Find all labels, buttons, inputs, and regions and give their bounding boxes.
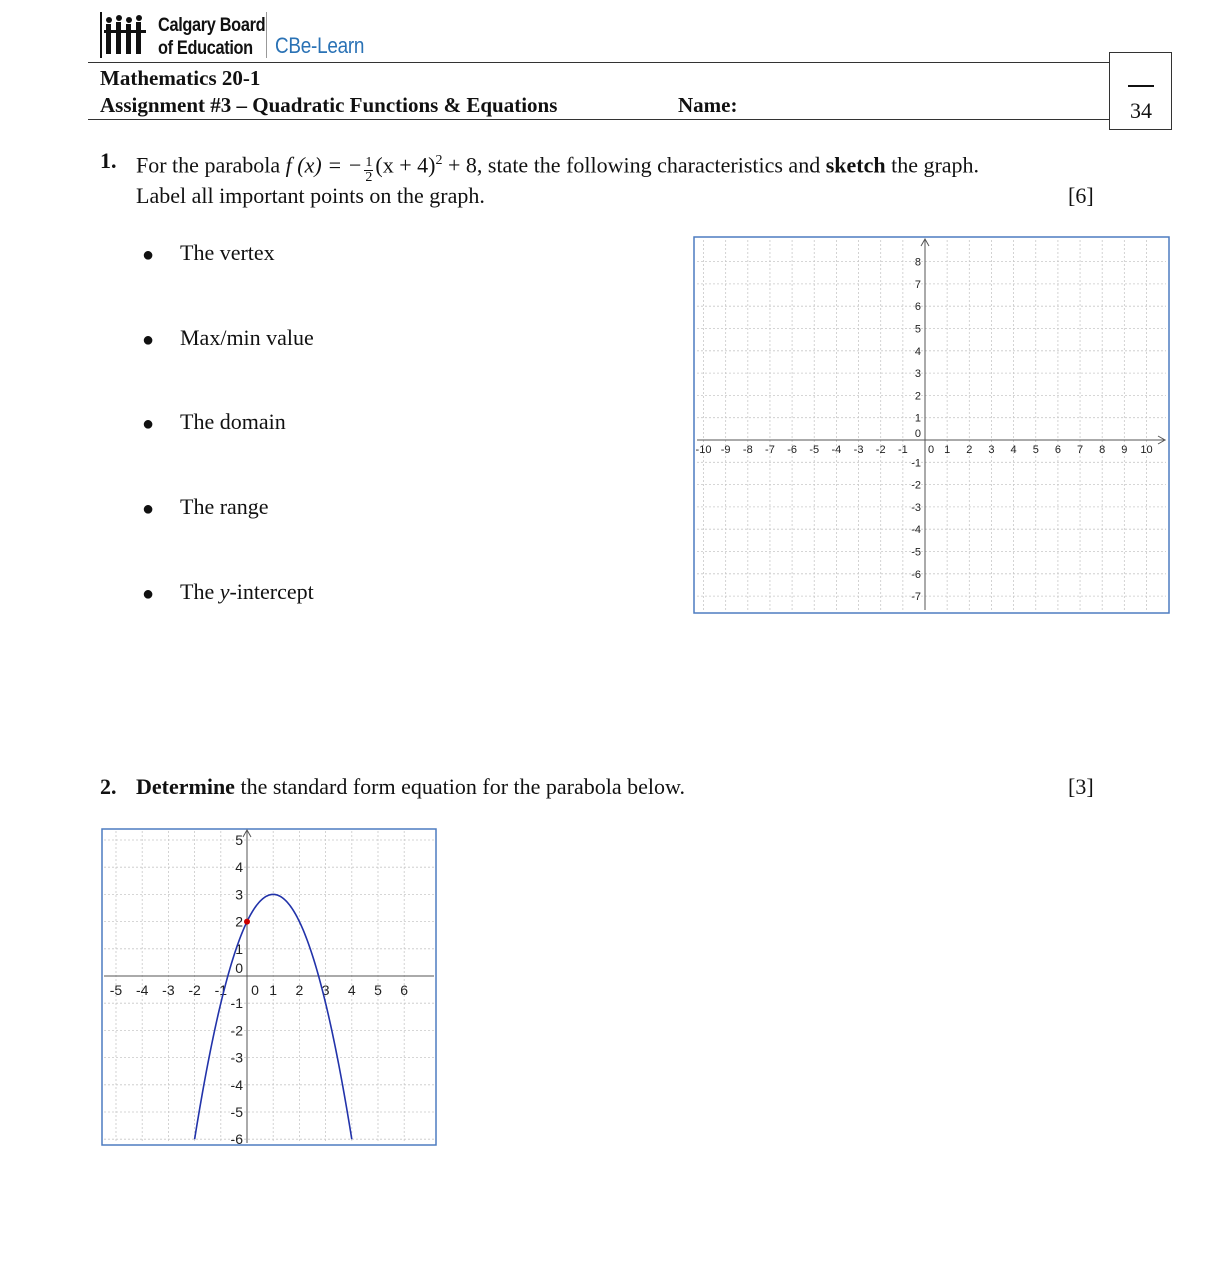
x-tick-label: -8 <box>742 444 753 456</box>
x-tick-label: 5 <box>1032 444 1039 456</box>
x-tick-label: -5 <box>109 982 123 998</box>
bullet-y-var: y <box>219 579 230 604</box>
y-tick-label: -7 <box>911 591 921 604</box>
course-title: Mathematics 20-1 <box>100 66 261 90</box>
bullet-y-intercept <box>180 579 314 605</box>
x-tick-label: 2 <box>295 982 304 998</box>
x-tick-label: 1 <box>269 982 278 998</box>
y-tick-label: -1 <box>230 995 243 1012</box>
x-tick-label: 8 <box>1099 444 1106 456</box>
q1-bold-word: sketch <box>825 152 886 178</box>
x-tick-label: -2 <box>875 444 886 456</box>
y-tick-label: 4 <box>235 859 243 876</box>
x-tick-label: 1 <box>944 444 951 456</box>
y-tick-label: -4 <box>230 1076 243 1093</box>
x-tick-label: 10 <box>1140 444 1153 456</box>
logo-divider <box>266 12 267 58</box>
y-tick-label: 1 <box>914 412 921 425</box>
y-tick-label: 4 <box>914 345 921 358</box>
y-tick-label: 0 <box>914 428 921 440</box>
q2-text-body: the standard form equation for the parabola below. <box>234 774 685 799</box>
question-1-text <box>136 147 979 185</box>
x-tick-label: -2 <box>188 982 201 998</box>
x-tick-label: -3 <box>162 982 175 998</box>
question-1-marks: [6] <box>1068 183 1094 208</box>
bullet-y-prefix: The <box>180 579 220 604</box>
y-tick-label: -1 <box>911 457 921 470</box>
x-tick-label: 9 <box>1121 444 1128 456</box>
x-tick-label: -3 <box>853 444 864 456</box>
y-tick-label: -3 <box>911 501 921 514</box>
x-tick-label: 4 <box>1010 444 1017 456</box>
y-tick-label: -6 <box>230 1131 243 1146</box>
x-tick-label: -1 <box>897 444 908 456</box>
y-tick-label: -4 <box>911 524 921 537</box>
bullet-y-suffix: -intercept <box>229 579 314 604</box>
name-label: Name: <box>678 93 738 117</box>
x-tick-label: -9 <box>720 444 731 456</box>
bullet-max-min: Max/min value <box>180 325 314 350</box>
q1-fraction <box>364 156 373 185</box>
x-tick-label: -4 <box>831 444 842 456</box>
bullet-domain: The domain <box>180 409 286 434</box>
x-tick-label: -10 <box>695 444 712 456</box>
question-2-marks: [3] <box>1068 774 1094 799</box>
x-tick-label: -7 <box>765 444 775 456</box>
y-tick-label: 3 <box>914 368 921 381</box>
org-name-line1: Calgary Board <box>158 15 266 36</box>
y-tick-label: 7 <box>914 278 921 291</box>
assignment-title: Assignment #3 – Quadratic Functions & Equations <box>100 93 558 117</box>
q1-fx: f (x) = − <box>285 152 363 178</box>
x-tick-label: 3 <box>321 982 330 998</box>
question-1-line2: Label all important points on the graph. <box>136 183 485 208</box>
q1-frac-den: 2 <box>365 170 373 186</box>
score-total: 34 <box>1130 98 1152 123</box>
y-tick-label: 6 <box>914 301 921 314</box>
question-2-text <box>136 773 685 801</box>
y-tick-label: -3 <box>230 1049 243 1066</box>
y-tick-label: 1 <box>235 940 243 957</box>
score-blank-line <box>1128 85 1154 87</box>
cbe-logo <box>100 12 154 58</box>
y-tick-label: 3 <box>235 886 243 903</box>
x-tick-label: 6 <box>400 982 409 998</box>
org-name-line2: of Education <box>158 38 253 59</box>
y-tick-label: 0 <box>235 960 243 976</box>
y-tick-label: -5 <box>911 546 921 559</box>
bullet-icon: ● <box>142 583 155 605</box>
y-tick-label: 5 <box>914 323 921 336</box>
x-tick-label: 0 <box>251 982 259 998</box>
y-tick-label: 2 <box>235 913 243 930</box>
q1-frac-num: 1 <box>365 155 373 171</box>
y-tick-label: 2 <box>914 390 921 403</box>
parabola-chart <box>101 828 437 1146</box>
bullet-range: The range <box>180 494 269 519</box>
question-2-number: 2. <box>100 774 117 799</box>
bullet-icon: ● <box>142 498 155 520</box>
org-name <box>158 14 265 60</box>
q1-text-a: For the parabola <box>136 152 286 178</box>
x-tick-label: 0 <box>927 444 935 456</box>
question-1-number: 1. <box>100 148 117 173</box>
q1-expr-tail: + 8, state the following characteristics and <box>442 152 826 178</box>
y-tick-label: -2 <box>230 1022 243 1039</box>
x-tick-label: 6 <box>1054 444 1061 456</box>
bullet-vertex: The vertex <box>180 240 275 265</box>
q2-bold-word: Determine <box>136 774 235 799</box>
x-tick-label: -5 <box>809 444 820 456</box>
q1-expr: (x + 4) <box>375 152 436 178</box>
x-tick-label: 2 <box>966 444 973 456</box>
y-tick-label: 8 <box>914 256 921 269</box>
x-tick-label: -1 <box>214 982 228 998</box>
q1-exponent: 2 <box>435 153 443 168</box>
x-tick-label: -4 <box>135 982 149 998</box>
y-tick-label: -6 <box>911 568 921 581</box>
grid-border <box>694 237 1169 613</box>
x-tick-label: 3 <box>988 444 995 456</box>
x-tick-label: 4 <box>347 982 356 998</box>
bullet-icon: ● <box>142 329 155 351</box>
q1-text-end: the graph. <box>885 152 980 178</box>
brand-name: CBe-Learn <box>275 33 365 58</box>
sketch-grid[interactable] <box>693 236 1170 614</box>
y-tick-label: 5 <box>235 832 243 848</box>
x-tick-label: 7 <box>1076 444 1084 456</box>
y-tick-label: -5 <box>230 1104 243 1120</box>
bullet-icon: ● <box>142 413 155 435</box>
x-tick-label: -6 <box>787 444 797 456</box>
y-tick-label: -2 <box>911 479 921 492</box>
y-intercept-point <box>244 919 250 925</box>
bullet-icon: ● <box>142 244 155 266</box>
x-tick-label: 5 <box>374 982 382 998</box>
cbe-logo-icon <box>102 12 152 58</box>
